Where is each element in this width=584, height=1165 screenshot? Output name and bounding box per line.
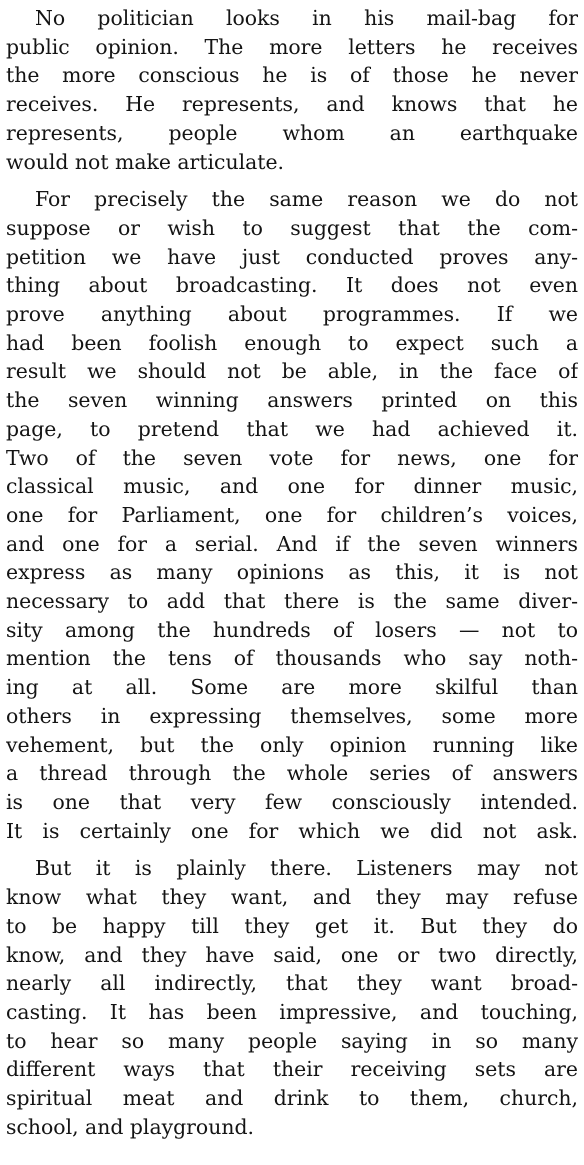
text-line: to be happy till they get it. But they do [6,913,578,938]
text-line: ing at all. Some are more skilful than [6,675,578,700]
text-line: school, and playground. [6,1114,255,1139]
text-line: know, and they have said, one or two directly, [6,942,578,967]
text-line: spiritual meat and drink to them, church, [6,1086,578,1111]
text-line: classical music, and one for dinner music, [6,474,578,499]
text-line: For precisely the same reason we do not [35,187,578,212]
text-line: had been foolish enough to expect such a [6,330,578,355]
text-line: a thread through the whole series of answers [6,761,578,786]
text-line: express as many opinions as this, it is not [6,560,578,585]
text-line: different ways that their receiving sets are [6,1057,578,1082]
text-line: others in expressing themselves, some more [6,703,578,728]
text-line: prove anything about programmes. If we [6,302,578,327]
text-line: the seven winning answers printed on this [6,388,578,413]
text-line: nearly all indirectly, that they want broad- [6,971,578,996]
text-line: represents, people whom an earthquake [6,120,578,145]
text-line: suppose or wish to suggest that the com- [6,215,578,240]
text-line: vehement, but the only opinion running like [6,732,578,757]
text-line: know what they want, and they may refuse [6,885,578,910]
text-line: sity among the hundreds of losers — not to [6,617,578,642]
text-line: Two of the seven vote for news, one for [6,445,578,470]
paragraph-3 [6,854,578,1141]
text-line: page, to pretend that we had achieved it. [6,416,578,441]
text-line: and one for a serial. And if the seven winners [6,531,578,556]
text-line: No politician looks in his mail-bag for [35,6,578,30]
text-line: But it is plainly there. Listeners may not [35,856,578,881]
text-line: petition we have just conducted proves any- [6,244,578,269]
paragraph-1 [6,4,578,176]
text-line: one for Parliament, one for children’s voices, [6,502,578,527]
text-line: necessary to add that there is the same diver- [6,589,578,614]
text-line: thing about broadcasting. It does not even [6,273,578,298]
text-line: would not make articulate. [6,149,284,174]
text-line: result we should not be able, in the face of [6,359,578,384]
text-line: is one that very few consciously intended. [6,789,578,814]
text-line: It is certainly one for which we did not ask. [6,818,578,843]
text-line: public opinion. The more letters he receives [6,34,578,59]
text-line: the more conscious he is of those he never [6,63,578,88]
text-line: casting. It has been impressive, and touching, [6,999,578,1024]
paragraph-2 [6,185,578,845]
text-line: receives. He represents, and knows that he [6,92,578,117]
text-line: to hear so many people saying in so many [6,1028,578,1053]
text-line: mention the tens of thousands who say noth- [6,646,578,671]
